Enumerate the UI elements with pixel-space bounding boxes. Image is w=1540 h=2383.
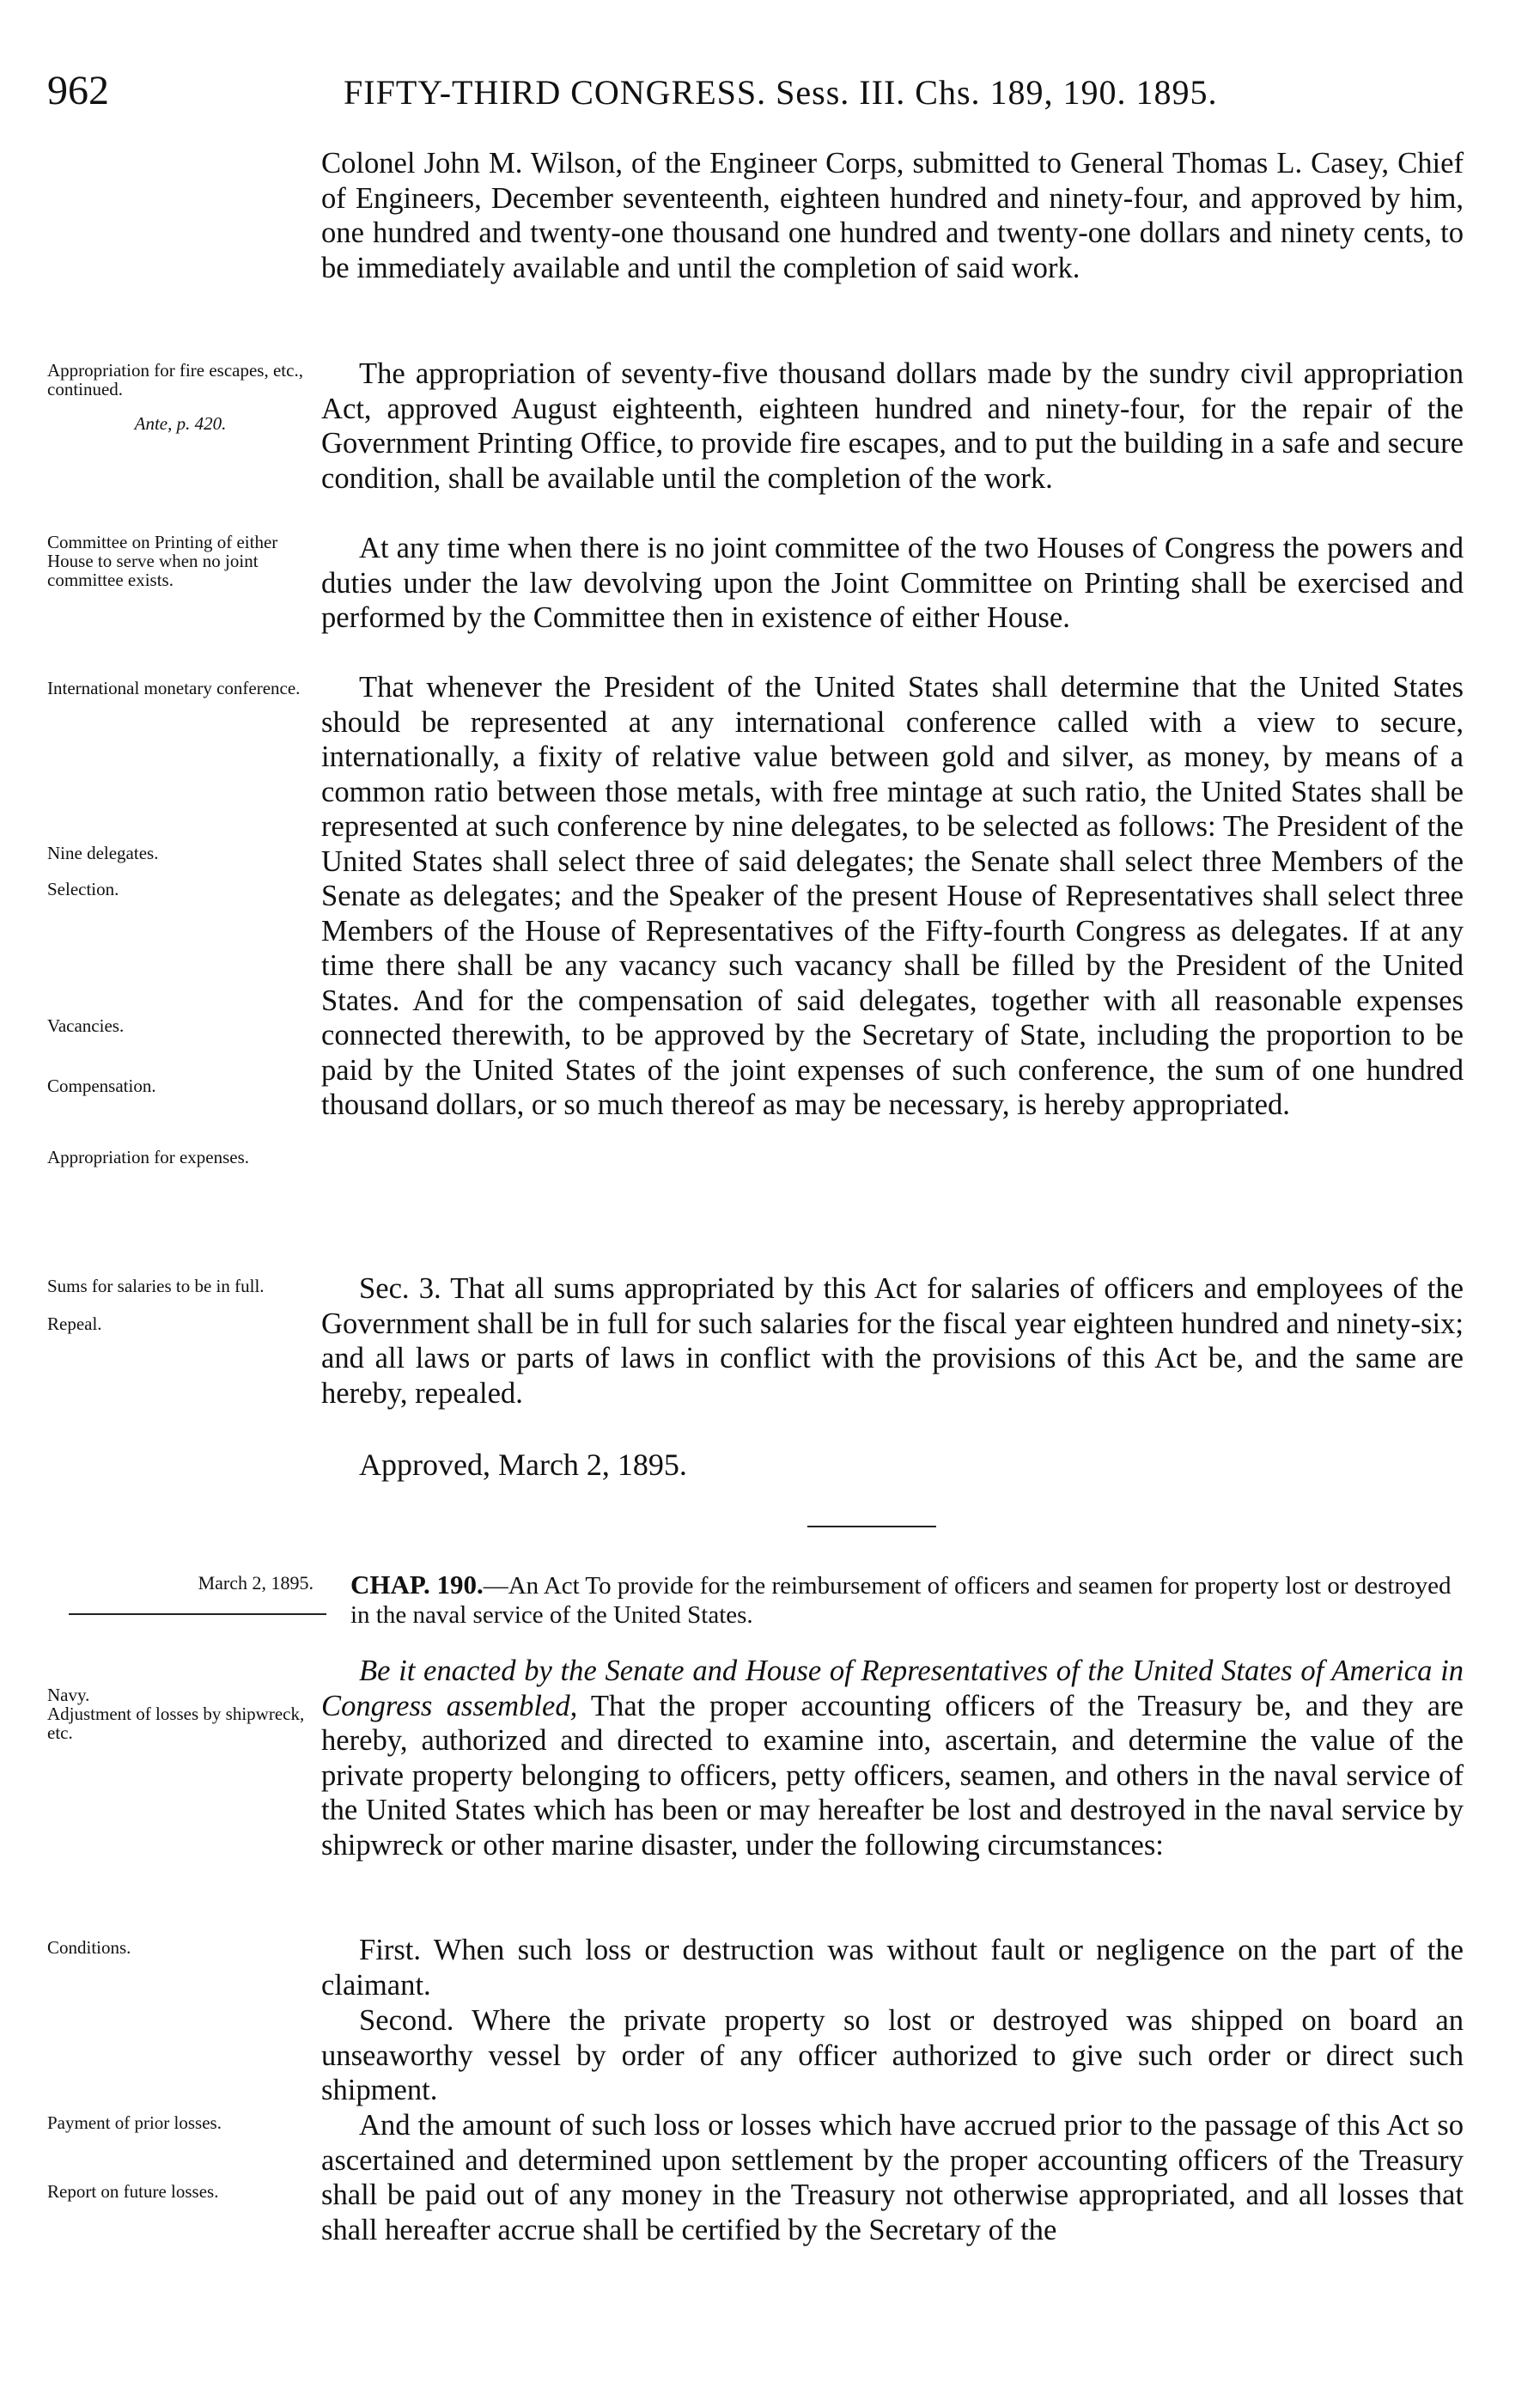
paragraph-printing-office — [321, 357, 1464, 496]
margin-note: Appropriation for fire escapes, etc., continued. — [47, 360, 303, 399]
margin-note: Conditions. — [47, 1937, 131, 1958]
running-head: FIFTY-THIRD CONGRESS. Sess. III. Chs. 189, 190. 1895. — [344, 73, 1218, 112]
margin-note: Repeal. — [47, 1313, 102, 1334]
margin-note: Appropriation for expenses. — [47, 1147, 250, 1167]
section-divider — [807, 1526, 936, 1527]
page-number: 962 — [47, 68, 109, 113]
paragraph-text: Second. Where the private property so lost or destroyed was shipped on board an unseaworthy vessel by order of any officer authorized to give such order or direct such shipment. — [321, 2004, 1464, 2106]
paragraph-joint-committee — [321, 531, 1464, 636]
margin-note: Nine delegates. — [47, 843, 159, 863]
margin-note: Vacancies. — [47, 1015, 125, 1036]
enacting-clause: Be it enacted by the Senate and House of Representatives of the United States of America in Congress assembled, — [321, 1655, 1464, 1722]
paragraph-enacting — [321, 1654, 1464, 1862]
paragraph-text: The appropriation of seventy-five thousand dollars made by the sundry civil appropriation Act, approved August eighteenth, eighteen hundred and ninety-four, for the repair of the Government Printing Office, to provide fire escapes, and to put the building in a safe and secure condition, shall be available until the completion of the work. — [321, 357, 1464, 495]
margin-note: Payment of prior losses. — [47, 2112, 222, 2133]
margin-note: Compensation. — [47, 1076, 156, 1096]
margin-note: Selection. — [47, 879, 119, 899]
paragraph-payment — [321, 2108, 1464, 2247]
paragraph-first-condition — [321, 1933, 1464, 2002]
paragraph-monetary-conference — [321, 670, 1464, 1123]
margin-note: Adjustment of losses by shipwreck, etc. — [47, 1703, 305, 1743]
margin-note: Sums for salaries to be in full. — [47, 1276, 265, 1296]
margin-note: Navy. — [47, 1685, 90, 1705]
paragraph-section-3 — [321, 1271, 1464, 1411]
margin-note: International monetary conference. — [47, 678, 301, 698]
margin-note: Committee on Printing of either House to serve when no joint committee exists. — [47, 532, 278, 590]
chapter-number: CHAP. 190. — [350, 1569, 484, 1600]
paragraph-text: At any time when there is no joint committee of the two Houses of Congress the powers and duties under the law devolving upon the Joint Committee on Printing shall be exercised and performed by the Committee then in existence of either House. — [321, 532, 1464, 634]
paragraph-second-condition — [321, 2003, 1464, 2108]
paragraph-text: Sec. 3. That all sums appropriated by this Act for salaries of officers and employees of the Government shall be in full for such salaries for the fiscal year eighteen hundred and ninety-six; and all laws or parts of laws in conflict with the provisions of this Act be, and the same are hereby, repealed. — [321, 1272, 1464, 1410]
paragraph-text: And the amount of such loss or losses which have accrued prior to the passage of this Act so ascertained and determined upon settlement by the proper accounting officers of the Treasury shall be paid out of any money in the Treasury not otherwise appropriated, and all losses that shall hereafter accrue shall be certified by the Secretary of the — [321, 2109, 1464, 2246]
paragraph-text: That whenever the President of the United States shall determine that the United States should be represented at any international conference called with a view to secure, internationally, a fixity of relative value between gold and silver, as money, by means of a common ratio between those metals, with free mintage at such ratio, the United States shall be represented at such conference by nine delegates, to be selected as follows: The President of the United States shall select three of said delegates; the Senate shall select three Members of the Senate as delegates; and the Speaker of the present House of Representatives shall select three Members of the House of Representatives of the Fifty-fourth Congress as delegates. If at any time there shall be any vacancy such vacancy shall be filled by the President of the United States. And for the compensation of said delegates, together with all reasonable expenses connected therewith, to be approved by the Secretary of State, including the proportion to be paid by the United States of the joint expenses of such conference, the sum of one hundred thousand dollars, or so much thereof as may be necessary, is hereby appropriated. — [321, 671, 1464, 1121]
margin-note: Ante, p. 420. — [134, 413, 227, 434]
paragraph-text: Colonel John M. Wilson, of the Engineer Corps, submitted to General Thomas L. Casey, Chief of Engineers, December seventeenth, eighteen hundred and ninety-four, and approved by him, one hundred and twenty-one thousand one hundred and twenty-one dollars and ninety cents, to be immediately available and until the completion of said work. — [321, 147, 1464, 284]
page-header — [47, 67, 1456, 119]
date-underline — [69, 1613, 326, 1615]
paragraph-text: First. When such loss or destruction was without fault or negligence on the part of the claimant. — [321, 1934, 1464, 2002]
approval-line: Approved, March 2, 1895. — [359, 1447, 687, 1482]
paragraph-wilson — [321, 146, 1464, 285]
chapter-heading — [350, 1570, 1464, 1630]
chapter-date: March 2, 1895. — [198, 1572, 313, 1594]
chapter-title: —An Act To provide for the reimbursement of officers and seamen for property lost or destroyed in the naval service of the United States. — [350, 1572, 1452, 1629]
paragraph-text: That the proper accounting officers of the Treasury be, and they are hereby, authorized and directed to examine into, ascertain, and determine the value of the private property belonging to officers, petty officers, seamen, and others in the naval service of the United States which has been or may hereafter be lost and destroyed in the naval service by shipwreck or other marine disaster, under the following circumstances: — [321, 1689, 1464, 1862]
margin-note: Report on future losses. — [47, 2181, 219, 2202]
